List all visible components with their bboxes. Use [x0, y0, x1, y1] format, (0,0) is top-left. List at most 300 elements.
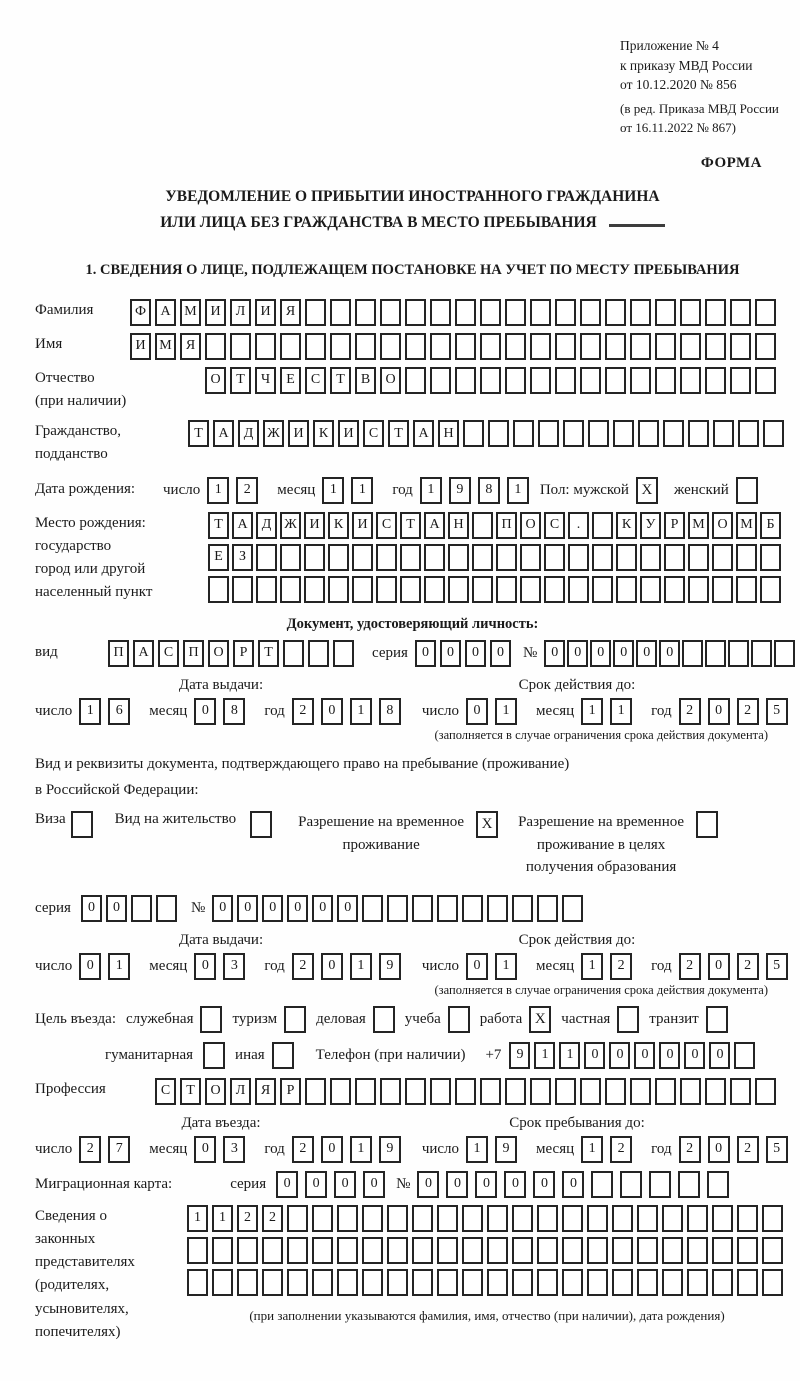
char-cell[interactable] — [705, 1078, 726, 1105]
char-cell[interactable]: 1 — [350, 953, 372, 980]
char-cell[interactable]: 0 — [466, 698, 488, 725]
char-cell[interactable]: 8 — [478, 477, 500, 504]
char-cell[interactable] — [448, 576, 469, 603]
char-cell[interactable] — [637, 1205, 658, 1232]
char-cell[interactable] — [472, 512, 493, 539]
char-cell[interactable]: 1 — [581, 953, 603, 980]
char-cell[interactable] — [287, 1205, 308, 1232]
char-cell[interactable] — [355, 1078, 376, 1105]
char-cell[interactable]: А — [232, 512, 253, 539]
char-cell[interactable] — [337, 1237, 358, 1264]
char-cell[interactable] — [255, 333, 276, 360]
char-cell[interactable]: Л — [230, 299, 251, 326]
char-cell[interactable] — [437, 1237, 458, 1264]
char-cell[interactable] — [376, 576, 397, 603]
char-cell[interactable] — [312, 1237, 333, 1264]
char-cell[interactable] — [287, 1237, 308, 1264]
char-cell[interactable] — [705, 299, 726, 326]
char-cell[interactable]: 2 — [292, 698, 314, 725]
char-cell[interactable] — [587, 1205, 608, 1232]
char-cell[interactable] — [312, 1269, 333, 1296]
char-cell[interactable] — [755, 367, 776, 394]
char-cell[interactable] — [380, 1078, 401, 1105]
char-cell[interactable] — [630, 299, 651, 326]
char-cell[interactable]: Я — [280, 299, 301, 326]
char-cell[interactable]: Б — [760, 512, 781, 539]
char-cell[interactable]: А — [413, 420, 434, 447]
char-cell[interactable] — [580, 299, 601, 326]
char-cell[interactable] — [305, 299, 326, 326]
char-cell[interactable]: 0 — [708, 1136, 730, 1163]
char-cell[interactable] — [512, 1269, 533, 1296]
char-cell[interactable]: Р — [280, 1078, 301, 1105]
char-cell[interactable] — [256, 544, 277, 571]
char-cell[interactable] — [387, 1237, 408, 1264]
char-cell[interactable]: 1 — [507, 477, 529, 504]
char-cell[interactable]: О — [712, 512, 733, 539]
char-cell[interactable]: О — [208, 640, 229, 667]
char-cell[interactable] — [637, 1237, 658, 1264]
char-cell[interactable] — [562, 1205, 583, 1232]
char-cell[interactable] — [437, 895, 458, 922]
char-cell[interactable]: Р — [233, 640, 254, 667]
temp-residence-checkbox[interactable]: X — [476, 811, 498, 838]
char-cell[interactable] — [730, 333, 751, 360]
char-cell[interactable]: П — [108, 640, 129, 667]
char-cell[interactable] — [437, 1269, 458, 1296]
char-cell[interactable] — [512, 1205, 533, 1232]
char-cell[interactable] — [760, 544, 781, 571]
purpose-transit-checkbox[interactable] — [706, 1006, 728, 1033]
sex-male-checkbox[interactable]: X — [636, 477, 658, 504]
char-cell[interactable] — [412, 1237, 433, 1264]
char-cell[interactable]: 0 — [106, 895, 127, 922]
char-cell[interactable] — [405, 1078, 426, 1105]
char-cell[interactable] — [760, 576, 781, 603]
char-cell[interactable]: З — [232, 544, 253, 571]
char-cell[interactable]: И — [205, 299, 226, 326]
char-cell[interactable] — [530, 333, 551, 360]
char-cell[interactable]: 2 — [679, 698, 701, 725]
char-cell[interactable] — [333, 640, 354, 667]
char-cell[interactable] — [304, 544, 325, 571]
char-cell[interactable] — [736, 576, 757, 603]
char-cell[interactable] — [530, 1078, 551, 1105]
char-cell[interactable] — [328, 576, 349, 603]
char-cell[interactable] — [762, 1269, 783, 1296]
char-cell[interactable]: 2 — [292, 1136, 314, 1163]
char-cell[interactable]: С — [363, 420, 384, 447]
char-cell[interactable]: Т — [400, 512, 421, 539]
char-cell[interactable]: 1 — [187, 1205, 208, 1232]
char-cell[interactable] — [480, 333, 501, 360]
char-cell[interactable]: Т — [258, 640, 279, 667]
char-cell[interactable] — [412, 1269, 433, 1296]
char-cell[interactable]: 1 — [466, 1136, 488, 1163]
char-cell[interactable] — [763, 420, 784, 447]
char-cell[interactable] — [400, 576, 421, 603]
char-cell[interactable] — [412, 895, 433, 922]
char-cell[interactable] — [662, 1205, 683, 1232]
char-cell[interactable]: 1 — [581, 1136, 603, 1163]
char-cell[interactable]: 5 — [766, 1136, 788, 1163]
char-cell[interactable] — [730, 299, 751, 326]
char-cell[interactable]: 0 — [334, 1171, 356, 1198]
char-cell[interactable] — [616, 544, 637, 571]
char-cell[interactable] — [280, 333, 301, 360]
char-cell[interactable] — [712, 1269, 733, 1296]
char-cell[interactable] — [592, 576, 613, 603]
char-cell[interactable]: С — [158, 640, 179, 667]
char-cell[interactable]: 9 — [495, 1136, 517, 1163]
char-cell[interactable]: 0 — [276, 1171, 298, 1198]
char-cell[interactable] — [362, 1205, 383, 1232]
char-cell[interactable]: 8 — [379, 698, 401, 725]
purpose-work-checkbox[interactable]: X — [529, 1006, 551, 1033]
char-cell[interactable]: 2 — [610, 1136, 632, 1163]
char-cell[interactable]: 1 — [610, 698, 632, 725]
char-cell[interactable]: Я — [180, 333, 201, 360]
char-cell[interactable] — [688, 420, 709, 447]
char-cell[interactable]: 2 — [262, 1205, 283, 1232]
char-cell[interactable]: 0 — [337, 895, 358, 922]
char-cell[interactable] — [655, 299, 676, 326]
char-cell[interactable]: 9 — [449, 477, 471, 504]
char-cell[interactable]: Е — [280, 367, 301, 394]
char-cell[interactable]: 3 — [223, 1136, 245, 1163]
char-cell[interactable] — [337, 1205, 358, 1232]
char-cell[interactable] — [362, 1237, 383, 1264]
char-cell[interactable] — [430, 333, 451, 360]
char-cell[interactable]: О — [380, 367, 401, 394]
visa-checkbox[interactable] — [71, 811, 93, 838]
char-cell[interactable]: 0 — [466, 953, 488, 980]
char-cell[interactable]: П — [496, 512, 517, 539]
char-cell[interactable] — [472, 576, 493, 603]
char-cell[interactable] — [205, 333, 226, 360]
char-cell[interactable] — [455, 333, 476, 360]
char-cell[interactable] — [455, 1078, 476, 1105]
char-cell[interactable] — [664, 544, 685, 571]
char-cell[interactable] — [256, 576, 277, 603]
char-cell[interactable]: С — [544, 512, 565, 539]
char-cell[interactable] — [387, 1205, 408, 1232]
purpose-private-checkbox[interactable] — [617, 1006, 639, 1033]
char-cell[interactable]: 0 — [287, 895, 308, 922]
char-cell[interactable] — [462, 1269, 483, 1296]
char-cell[interactable]: 0 — [363, 1171, 385, 1198]
char-cell[interactable]: И — [288, 420, 309, 447]
char-cell[interactable] — [592, 544, 613, 571]
char-cell[interactable]: 2 — [737, 953, 759, 980]
char-cell[interactable]: 1 — [581, 698, 603, 725]
char-cell[interactable]: А — [155, 299, 176, 326]
char-cell[interactable] — [505, 299, 526, 326]
char-cell[interactable]: В — [355, 367, 376, 394]
char-cell[interactable] — [405, 333, 426, 360]
char-cell[interactable]: И — [255, 299, 276, 326]
char-cell[interactable] — [682, 640, 703, 667]
char-cell[interactable]: 6 — [108, 698, 130, 725]
char-cell[interactable] — [380, 333, 401, 360]
char-cell[interactable] — [530, 367, 551, 394]
char-cell[interactable] — [387, 895, 408, 922]
char-cell[interactable]: 0 — [417, 1171, 439, 1198]
char-cell[interactable] — [505, 1078, 526, 1105]
char-cell[interactable] — [649, 1171, 671, 1198]
char-cell[interactable]: И — [304, 512, 325, 539]
char-cell[interactable] — [520, 544, 541, 571]
char-cell[interactable] — [352, 544, 373, 571]
char-cell[interactable] — [734, 1042, 755, 1069]
char-cell[interactable] — [638, 420, 659, 447]
char-cell[interactable]: Т — [388, 420, 409, 447]
char-cell[interactable] — [680, 1078, 701, 1105]
char-cell[interactable] — [131, 895, 152, 922]
char-cell[interactable] — [537, 1205, 558, 1232]
char-cell[interactable]: А — [213, 420, 234, 447]
char-cell[interactable] — [362, 1269, 383, 1296]
char-cell[interactable] — [387, 1269, 408, 1296]
char-cell[interactable] — [544, 544, 565, 571]
char-cell[interactable] — [262, 1237, 283, 1264]
char-cell[interactable]: 2 — [236, 477, 258, 504]
char-cell[interactable]: Т — [230, 367, 251, 394]
char-cell[interactable]: 7 — [108, 1136, 130, 1163]
char-cell[interactable] — [412, 1205, 433, 1232]
char-cell[interactable] — [737, 1269, 758, 1296]
char-cell[interactable] — [591, 1171, 613, 1198]
char-cell[interactable]: 1 — [350, 1136, 372, 1163]
char-cell[interactable]: 1 — [79, 698, 101, 725]
char-cell[interactable] — [730, 1078, 751, 1105]
char-cell[interactable]: 2 — [679, 953, 701, 980]
char-cell[interactable] — [655, 333, 676, 360]
char-cell[interactable] — [762, 1205, 783, 1232]
char-cell[interactable] — [687, 1237, 708, 1264]
char-cell[interactable] — [496, 576, 517, 603]
char-cell[interactable] — [678, 1171, 700, 1198]
char-cell[interactable]: 1 — [495, 953, 517, 980]
char-cell[interactable]: 1 — [350, 698, 372, 725]
char-cell[interactable] — [480, 1078, 501, 1105]
char-cell[interactable]: С — [155, 1078, 176, 1105]
char-cell[interactable] — [212, 1237, 233, 1264]
char-cell[interactable] — [736, 544, 757, 571]
char-cell[interactable]: 0 — [708, 953, 730, 980]
char-cell[interactable]: 0 — [446, 1171, 468, 1198]
char-cell[interactable] — [568, 544, 589, 571]
char-cell[interactable] — [424, 576, 445, 603]
char-cell[interactable] — [480, 299, 501, 326]
char-cell[interactable]: 0 — [634, 1042, 655, 1069]
char-cell[interactable] — [280, 544, 301, 571]
char-cell[interactable] — [605, 1078, 626, 1105]
char-cell[interactable]: 3 — [223, 953, 245, 980]
char-cell[interactable]: 1 — [322, 477, 344, 504]
char-cell[interactable] — [487, 895, 508, 922]
char-cell[interactable] — [462, 1237, 483, 1264]
char-cell[interactable]: 9 — [379, 1136, 401, 1163]
residence-permit-checkbox[interactable] — [250, 811, 272, 838]
char-cell[interactable] — [613, 420, 634, 447]
char-cell[interactable] — [755, 333, 776, 360]
char-cell[interactable] — [616, 576, 637, 603]
char-cell[interactable]: 0 — [194, 953, 216, 980]
char-cell[interactable]: 1 — [212, 1205, 233, 1232]
char-cell[interactable] — [712, 544, 733, 571]
char-cell[interactable] — [680, 333, 701, 360]
char-cell[interactable]: Т — [208, 512, 229, 539]
char-cell[interactable] — [512, 1237, 533, 1264]
char-cell[interactable]: А — [424, 512, 445, 539]
char-cell[interactable]: 0 — [465, 640, 486, 667]
char-cell[interactable] — [330, 333, 351, 360]
char-cell[interactable] — [537, 1237, 558, 1264]
char-cell[interactable] — [555, 333, 576, 360]
char-cell[interactable] — [630, 333, 651, 360]
char-cell[interactable]: 0 — [321, 1136, 343, 1163]
char-cell[interactable]: П — [183, 640, 204, 667]
char-cell[interactable]: Т — [188, 420, 209, 447]
char-cell[interactable] — [187, 1237, 208, 1264]
title-blank-line[interactable] — [609, 214, 665, 227]
char-cell[interactable]: 5 — [766, 698, 788, 725]
char-cell[interactable] — [304, 576, 325, 603]
char-cell[interactable] — [680, 367, 701, 394]
char-cell[interactable]: К — [328, 512, 349, 539]
char-cell[interactable] — [405, 367, 426, 394]
char-cell[interactable]: 0 — [708, 698, 730, 725]
char-cell[interactable] — [712, 576, 733, 603]
char-cell[interactable]: 2 — [737, 698, 759, 725]
char-cell[interactable] — [705, 333, 726, 360]
char-cell[interactable]: Т — [330, 367, 351, 394]
char-cell[interactable]: 1 — [495, 698, 517, 725]
char-cell[interactable]: И — [352, 512, 373, 539]
char-cell[interactable]: О — [205, 367, 226, 394]
char-cell[interactable] — [463, 420, 484, 447]
char-cell[interactable]: 0 — [544, 640, 565, 667]
char-cell[interactable] — [305, 333, 326, 360]
char-cell[interactable] — [662, 1269, 683, 1296]
purpose-humanitarian-checkbox[interactable] — [203, 1042, 225, 1069]
char-cell[interactable] — [588, 420, 609, 447]
char-cell[interactable] — [640, 544, 661, 571]
char-cell[interactable] — [505, 367, 526, 394]
char-cell[interactable] — [330, 299, 351, 326]
char-cell[interactable] — [376, 544, 397, 571]
char-cell[interactable] — [487, 1237, 508, 1264]
char-cell[interactable] — [612, 1269, 633, 1296]
char-cell[interactable] — [580, 333, 601, 360]
char-cell[interactable] — [537, 895, 558, 922]
char-cell[interactable]: Ж — [263, 420, 284, 447]
char-cell[interactable] — [208, 576, 229, 603]
char-cell[interactable]: 0 — [584, 1042, 605, 1069]
char-cell[interactable]: 0 — [609, 1042, 630, 1069]
char-cell[interactable] — [705, 367, 726, 394]
char-cell[interactable] — [505, 333, 526, 360]
char-cell[interactable]: 0 — [567, 640, 588, 667]
char-cell[interactable]: 8 — [223, 698, 245, 725]
purpose-study-checkbox[interactable] — [448, 1006, 470, 1033]
char-cell[interactable]: Д — [256, 512, 277, 539]
char-cell[interactable]: Л — [230, 1078, 251, 1105]
char-cell[interactable] — [462, 1205, 483, 1232]
char-cell[interactable] — [337, 1269, 358, 1296]
char-cell[interactable] — [280, 576, 301, 603]
char-cell[interactable]: 0 — [590, 640, 611, 667]
char-cell[interactable] — [230, 333, 251, 360]
char-cell[interactable]: 0 — [440, 640, 461, 667]
char-cell[interactable]: 2 — [737, 1136, 759, 1163]
char-cell[interactable]: 2 — [292, 953, 314, 980]
char-cell[interactable]: Е — [208, 544, 229, 571]
char-cell[interactable]: 0 — [562, 1171, 584, 1198]
char-cell[interactable] — [437, 1205, 458, 1232]
char-cell[interactable]: А — [133, 640, 154, 667]
char-cell[interactable]: . — [568, 512, 589, 539]
sex-female-checkbox[interactable] — [736, 477, 758, 504]
char-cell[interactable] — [544, 576, 565, 603]
char-cell[interactable] — [707, 1171, 729, 1198]
char-cell[interactable] — [755, 1078, 776, 1105]
char-cell[interactable] — [555, 367, 576, 394]
char-cell[interactable] — [462, 895, 483, 922]
char-cell[interactable]: К — [616, 512, 637, 539]
char-cell[interactable] — [774, 640, 795, 667]
purpose-tourism-checkbox[interactable] — [284, 1006, 306, 1033]
char-cell[interactable]: 0 — [684, 1042, 705, 1069]
purpose-other-checkbox[interactable] — [272, 1042, 294, 1069]
char-cell[interactable] — [480, 367, 501, 394]
char-cell[interactable] — [355, 333, 376, 360]
char-cell[interactable] — [630, 1078, 651, 1105]
char-cell[interactable]: Н — [438, 420, 459, 447]
char-cell[interactable]: 0 — [709, 1042, 730, 1069]
char-cell[interactable]: С — [305, 367, 326, 394]
char-cell[interactable]: М — [180, 299, 201, 326]
char-cell[interactable] — [712, 1237, 733, 1264]
char-cell[interactable]: Р — [664, 512, 685, 539]
char-cell[interactable]: 0 — [659, 1042, 680, 1069]
char-cell[interactable]: 1 — [207, 477, 229, 504]
char-cell[interactable] — [488, 420, 509, 447]
char-cell[interactable]: Я — [255, 1078, 276, 1105]
purpose-business-checkbox[interactable] — [373, 1006, 395, 1033]
char-cell[interactable] — [232, 576, 253, 603]
char-cell[interactable] — [663, 420, 684, 447]
char-cell[interactable]: 0 — [81, 895, 102, 922]
char-cell[interactable] — [587, 1237, 608, 1264]
char-cell[interactable]: К — [313, 420, 334, 447]
char-cell[interactable] — [688, 544, 709, 571]
char-cell[interactable]: 0 — [312, 895, 333, 922]
char-cell[interactable]: М — [155, 333, 176, 360]
char-cell[interactable]: 0 — [212, 895, 233, 922]
char-cell[interactable] — [640, 576, 661, 603]
char-cell[interactable] — [455, 367, 476, 394]
char-cell[interactable] — [738, 420, 759, 447]
char-cell[interactable]: 0 — [237, 895, 258, 922]
char-cell[interactable]: 0 — [636, 640, 657, 667]
char-cell[interactable] — [612, 1205, 633, 1232]
char-cell[interactable] — [751, 640, 772, 667]
char-cell[interactable] — [637, 1269, 658, 1296]
char-cell[interactable] — [562, 1269, 583, 1296]
temp-residence-edu-checkbox[interactable] — [696, 811, 718, 838]
